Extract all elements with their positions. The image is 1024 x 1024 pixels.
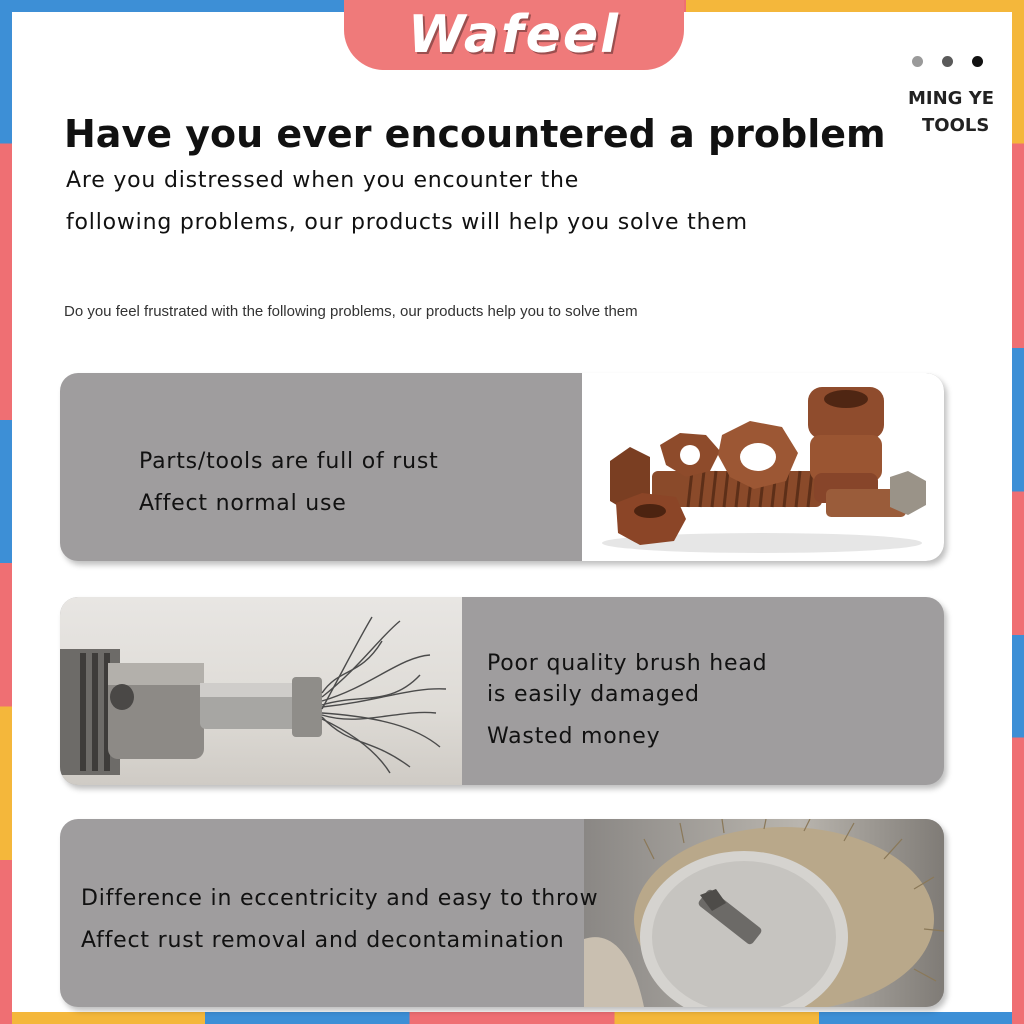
- panel-text-line1: Parts/tools are full of rust: [139, 449, 439, 474]
- store-logo-line1: MING YE: [908, 88, 995, 109]
- panel-text-line2: Affect normal use: [139, 491, 347, 516]
- frame-left-strip: [0, 0, 12, 1024]
- dot-icon: [942, 56, 953, 67]
- problem-panel-brush: [60, 597, 944, 785]
- dot-icon: [972, 56, 983, 67]
- rusty-bolts-image: [582, 373, 944, 561]
- problem-panel-rust: [60, 373, 944, 561]
- intro-note: Do you feel frustrated with the following problems, our products help you to solve them: [64, 303, 638, 320]
- wire-cup-brush-image: [584, 819, 944, 1007]
- store-logo-line2: TOOLS: [922, 115, 990, 136]
- panel-text-line1: Poor quality brush head: [487, 651, 768, 676]
- panel-text-line2: is easily damaged: [487, 682, 700, 707]
- page-title: Have you ever encountered a problem: [64, 112, 886, 156]
- panel-text-line2: Affect rust removal and decontamination: [81, 928, 565, 953]
- panel-text-line1: Difference in eccentricity and easy to throw: [81, 886, 599, 911]
- worn-drill-brush-image: [60, 597, 462, 785]
- frame-right-strip: [1012, 0, 1024, 1024]
- frame-bottom-strip: [0, 1012, 1024, 1024]
- brand-tab: [344, 0, 684, 70]
- subtitle-line1: Are you distressed when you encounter the: [66, 168, 580, 193]
- dot-icon: [912, 56, 923, 67]
- decorative-dots: [912, 56, 983, 67]
- subtitle-line2: following problems, our products will help you solve them: [66, 210, 748, 235]
- panel-text-line3: Wasted money: [487, 724, 661, 749]
- brand-logo-text: Wafeel: [408, 5, 620, 65]
- problem-panel-eccentricity: [60, 819, 944, 1007]
